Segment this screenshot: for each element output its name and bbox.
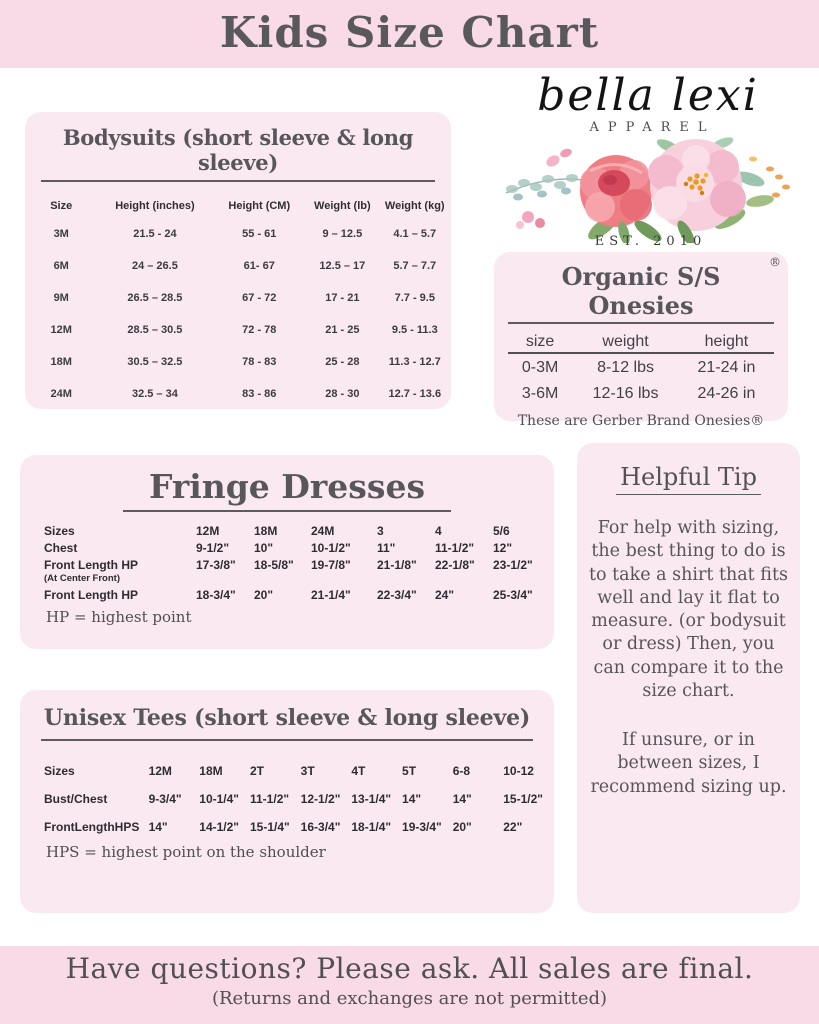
cell: 55 - 61 (242, 228, 277, 240)
column-header: Height (inches) (115, 200, 195, 212)
fringe-legend: HP = highest point (46, 608, 192, 626)
table-row (25, 282, 451, 314)
cell: 12-16 lbs (592, 385, 659, 402)
helpful-tip-panel (577, 443, 800, 913)
bodysuits-table (25, 186, 451, 410)
cell: 30.5 – 32.5 (127, 356, 183, 368)
cell: 22-1/8" (435, 557, 475, 572)
cell: 25 - 28 (325, 356, 360, 368)
table-row (25, 314, 451, 346)
cell: 10-1/2" (311, 540, 351, 555)
top-banner (0, 0, 819, 68)
unisex-heading: Unisex Tees (short sleeve & long sleeve) (41, 705, 533, 741)
table-row (44, 813, 554, 841)
cell: 15-1/2" (503, 792, 543, 806)
cell: 9M (53, 292, 69, 304)
row-label: Front Length HP (44, 557, 138, 572)
row-sublabel: (At Center Front) (44, 573, 120, 584)
cell: 18-1/4" (351, 820, 392, 834)
table-row (44, 785, 554, 813)
table-row (25, 250, 451, 282)
brand-name: bella lexi (537, 70, 759, 121)
cell: 0-3M (521, 359, 559, 376)
column-header: size (508, 333, 572, 353)
cell: 18M (50, 356, 72, 368)
unisex-legend: HPS = highest point on the shoulder (46, 843, 326, 861)
cell: 18-5/8" (254, 557, 294, 572)
footer-line2: (Returns and exchanges are not permitted) (211, 988, 608, 1009)
table-row (44, 586, 541, 603)
cell: 8-12 lbs (597, 359, 654, 376)
cell: 2T (250, 764, 265, 778)
cell: 10" (254, 540, 274, 555)
cell: 6-8 (452, 764, 471, 778)
cell: 14-1/2" (199, 820, 239, 834)
onesies-note: These are Gerber Brand Onesies® (517, 413, 765, 429)
cell: 7.7 - 9.5 (394, 292, 435, 304)
cell: 11-1/2" (250, 792, 290, 806)
cell: 3T (300, 764, 315, 778)
footer-banner (0, 946, 819, 1024)
column-header: weight (572, 333, 679, 353)
column-header: Size (50, 200, 73, 212)
cell: 21-1/4" (311, 587, 351, 602)
row-label: Sizes (44, 523, 75, 538)
helpful-tip-paragraph: For help with sizing, the best thing to do is to take a shirt that fits well and lay it flat to measure. (or bodysuit or dress) Then, you can compare it to the size chart. (589, 518, 788, 701)
cell: 24M (50, 388, 72, 400)
cell: 10-12 (503, 764, 534, 778)
cell: 78 - 83 (242, 356, 277, 368)
cell: 14" (452, 792, 472, 806)
row-label: Bust/Chest (44, 792, 108, 806)
cell: 11" (377, 540, 396, 555)
page-title: Kids Size Chart (219, 8, 600, 57)
cell: 16-3/4" (300, 820, 341, 834)
table-row (25, 218, 451, 250)
onesies-heading-text: Organic S/S Onesies (561, 262, 721, 320)
table-row (44, 573, 541, 586)
cell: 23-1/2" (493, 557, 533, 572)
cell: 24" (435, 587, 455, 602)
cell: 20" (254, 587, 274, 602)
column-header: height (679, 333, 774, 353)
row-label: Chest (44, 540, 78, 555)
cell: 12M (50, 324, 72, 336)
fringe-table (44, 522, 541, 603)
table-row (508, 380, 774, 406)
row-label: Sizes (44, 764, 75, 778)
cell: 12.7 - 13.6 (388, 388, 442, 400)
cell: 28 - 30 (325, 388, 360, 400)
cell: 21 - 25 (325, 324, 360, 336)
cell: 14" (148, 820, 168, 834)
cell: 25-3/4" (493, 587, 533, 602)
cell: 12M (196, 523, 220, 538)
cell: 12.5 – 17 (319, 260, 366, 272)
cell: 18-3/4" (196, 587, 236, 602)
brand-established: EST. 2010 (594, 234, 707, 249)
cell: 12-1/2" (300, 792, 341, 806)
column-header: Weight (kg) (384, 200, 445, 212)
row-label: Front Length HP (44, 587, 138, 602)
cell: 5/6 (493, 523, 510, 538)
cell: 18M (199, 764, 223, 778)
cell: 9 – 12.5 (322, 228, 363, 240)
onesies-table (508, 333, 774, 406)
cell: 24-26 in (697, 385, 756, 402)
cell: 83 - 86 (242, 388, 277, 400)
cell: 20" (452, 820, 472, 834)
table-row (508, 353, 774, 380)
table-row (44, 757, 554, 785)
table-header-row (508, 333, 774, 353)
cell: 9.5 - 11.3 (391, 324, 438, 336)
onesies-panel (494, 252, 788, 429)
cell: 24 – 26.5 (131, 260, 178, 272)
cell: 11-1/2" (435, 540, 475, 555)
column-header: Weight (lb) (314, 200, 371, 212)
cell: 61- 67 (243, 260, 275, 272)
cell: 28.5 – 30.5 (127, 324, 183, 336)
table-header-row (25, 186, 451, 218)
cell: 5.7 – 7.7 (393, 260, 437, 272)
registered-trademark: ® (769, 255, 781, 269)
unisex-tees-panel (20, 690, 554, 913)
table-row (44, 556, 541, 573)
table-row (25, 378, 451, 410)
cell: 3-6M (521, 385, 559, 402)
cell: 21-1/8" (377, 557, 417, 572)
flower-bouquet-icon (498, 131, 798, 243)
cell: 22" (503, 820, 523, 834)
cell: 4.1 – 5.7 (393, 228, 437, 240)
cell: 67 - 72 (242, 292, 277, 304)
cell: 13-1/4" (351, 792, 392, 806)
cell: 11.3 - 12.7 (388, 356, 441, 368)
cell: 6M (53, 260, 69, 272)
cell: 5T (402, 764, 417, 778)
cell: 4 (435, 523, 442, 538)
cell: 21.5 - 24 (133, 228, 177, 240)
cell: 17 - 21 (325, 292, 360, 304)
cell: 10-1/4" (199, 792, 239, 806)
helpful-tip-heading: Helpful Tip (616, 463, 761, 495)
cell: 19-7/8" (311, 557, 351, 572)
cell: 21-24 in (697, 359, 756, 376)
column-header: Height (CM) (228, 200, 291, 212)
brand-logo (495, 70, 801, 249)
cell: 18M (254, 523, 278, 538)
row-label: FrontLengthHPS (44, 820, 140, 834)
cell: 9-3/4" (148, 792, 182, 806)
cell: 19-3/4" (402, 820, 442, 834)
cell: 3M (53, 228, 69, 240)
cell (196, 573, 541, 586)
bodysuits-heading: Bodysuits (short sleeve & long sleeve) (41, 125, 435, 182)
cell: 4T (351, 764, 366, 778)
unisex-table (44, 757, 554, 841)
fringe-heading: Fringe Dresses (123, 467, 451, 512)
helpful-tip-paragraph: If unsure, or in between sizes, I recommend sizing up. (590, 730, 787, 797)
table-row (25, 346, 451, 378)
cell: 15-1/4" (250, 820, 290, 834)
cell: 32.5 – 34 (131, 388, 178, 400)
fringe-dresses-panel (20, 455, 554, 649)
cell: 24M (311, 523, 335, 538)
brand-subtitle: APPAREL (589, 120, 716, 135)
cell: 9-1/2" (196, 540, 230, 555)
cell: 14" (402, 792, 422, 806)
cell: 26.5 – 28.5 (127, 292, 183, 304)
cell: 22-3/4" (377, 587, 417, 602)
onesies-heading (508, 255, 781, 324)
cell: 72 - 78 (242, 324, 277, 336)
cell: 17-3/8" (196, 557, 236, 572)
table-row (44, 522, 541, 539)
cell: 12" (493, 540, 513, 555)
cell: 12M (148, 764, 172, 778)
table-row (44, 539, 541, 556)
bodysuits-panel (25, 112, 451, 409)
cell: 3 (377, 523, 384, 538)
footer-line1: Have questions? Please ask. All sales are final. (65, 952, 754, 985)
